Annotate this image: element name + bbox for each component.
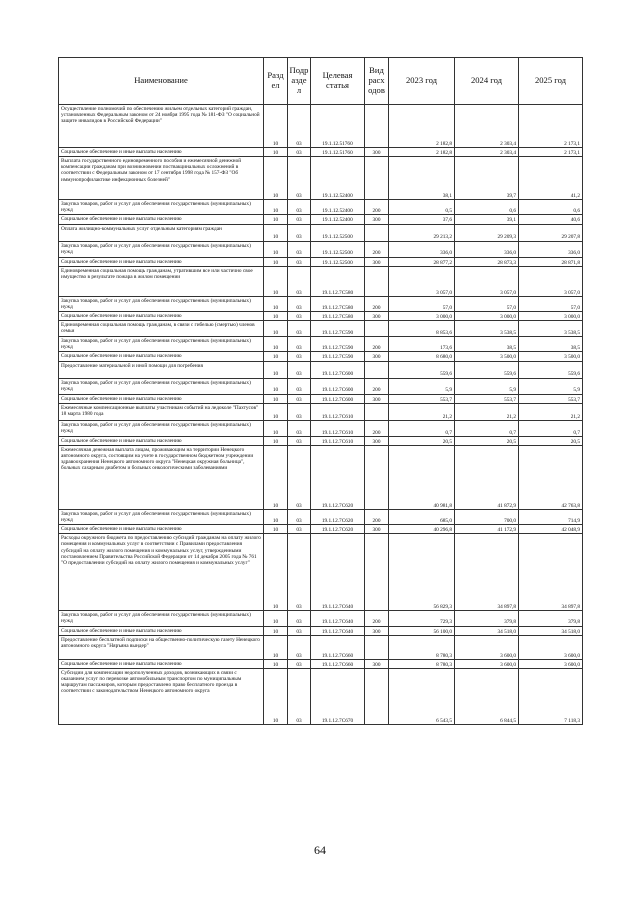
cell-2024: 28 873,3	[455, 257, 519, 266]
cell-section: 10	[264, 241, 288, 257]
cell-target: 19.1.12.7С640	[311, 611, 365, 626]
cell-section: 10	[264, 436, 288, 445]
cell-section: 10	[264, 321, 288, 337]
cell-2025: 0,7	[519, 420, 583, 436]
cell-target: 19.1.12.7С640	[311, 534, 365, 611]
cell-name: Закупка товаров, работ и услуг для обеспечения государственных (муниципальных) нужд	[59, 420, 264, 436]
cell-2025: 40,6	[519, 215, 583, 224]
cell-section: 10	[264, 509, 288, 524]
cell-expense-type	[365, 361, 389, 378]
cell-target: 19.1.12.7С580	[311, 296, 365, 311]
cell-name: Закупка товаров, работ и услуг для обеспечения государственных (муниципальных) нужд	[59, 509, 264, 524]
cell-subsection: 03	[288, 241, 311, 257]
cell-2024: 3 000,0	[455, 311, 519, 320]
cell-2024: 41 872,9	[455, 445, 519, 509]
cell-expense-type: 300	[365, 148, 389, 157]
cell-2023: 2 182,8	[389, 148, 455, 157]
cell-2024: 20,5	[455, 436, 519, 445]
cell-name: Единовременная социальная помощь гражданам, утратившим все или частично свое имущество в результате пожара в жилом помещении	[59, 266, 264, 296]
cell-2025: 3 500,0	[519, 352, 583, 361]
table-row	[59, 157, 583, 200]
cell-target: 19.1.12.7С620	[311, 445, 365, 509]
cell-2025: 3 538,5	[519, 321, 583, 337]
cell-name: Социальное обеспечение и иные выплаты населению	[59, 311, 264, 320]
cell-section: 10	[264, 352, 288, 361]
header-target: Целевая статья	[311, 58, 365, 105]
cell-subsection: 03	[288, 215, 311, 224]
cell-section: 10	[264, 105, 288, 148]
cell-target: 19.1.12.7С580	[311, 266, 365, 296]
table-row	[59, 311, 583, 320]
cell-2024: 41 172,9	[455, 525, 519, 534]
table-row	[59, 635, 583, 659]
cell-name: Социальное обеспечение и иные выплаты населению	[59, 525, 264, 534]
cell-target: 19.1.12.7С590	[311, 352, 365, 361]
cell-section: 10	[264, 311, 288, 320]
cell-expense-type: 300	[365, 215, 389, 224]
table-row	[59, 525, 583, 534]
table-body	[59, 105, 583, 725]
cell-2023: 0,5	[389, 200, 455, 215]
cell-2023: 20,5	[389, 436, 455, 445]
cell-target: 19.1.12.7С590	[311, 337, 365, 352]
cell-target: 19.1.12.52400	[311, 200, 365, 215]
cell-target: 19.1.12.52500	[311, 257, 365, 266]
cell-name: Осуществление полномочий по обеспечению жильем отдельных категорий граждан, установленных Федеральным законом от 24 ноября 1995 года № 181-ФЗ "О социальной защите инвалидов в Российской Федерации"	[59, 105, 264, 148]
cell-2025: 553,7	[519, 394, 583, 403]
header-2023: 2023 год	[389, 58, 455, 105]
cell-2023: 8 680,0	[389, 352, 455, 361]
cell-subsection: 03	[288, 445, 311, 509]
cell-subsection: 03	[288, 659, 311, 668]
table-row	[59, 361, 583, 378]
cell-target: 19.1.12.7С610	[311, 436, 365, 445]
cell-target: 19.1.12.52500	[311, 224, 365, 241]
cell-section: 10	[264, 445, 288, 509]
table-row	[59, 378, 583, 394]
cell-2024: 39,1	[455, 215, 519, 224]
table-row	[59, 224, 583, 241]
cell-2024: 2 303,4	[455, 105, 519, 148]
cell-2025: 3 057,0	[519, 266, 583, 296]
cell-name: Предоставление материальной и иной помощи для погребения	[59, 361, 264, 378]
cell-name: Расходы окружного бюджета по предоставлению субсидий гражданам на оплату жилого помещения и коммунальных услуг в соответствии с Правилами предоставления субсидий на оплату жилого помещения и коммунальных услуг, утвержденными постановлением Правительства Российской Федерации от 14 декабря 2005 года № 761 "О предоставлении субсидий на оплату жилого помещения и коммунальных услуг"	[59, 534, 264, 611]
cell-2025: 57,0	[519, 296, 583, 311]
cell-expense-type: 300	[365, 659, 389, 668]
cell-section: 10	[264, 337, 288, 352]
cell-subsection: 03	[288, 337, 311, 352]
table-row	[59, 241, 583, 257]
table-row	[59, 266, 583, 296]
cell-2024: 34 897,8	[455, 534, 519, 611]
cell-expense-type: 300	[365, 626, 389, 635]
header-name: Наименование	[59, 58, 264, 105]
cell-2023: 336,0	[389, 241, 455, 257]
cell-section: 10	[264, 296, 288, 311]
cell-2024: 3 500,0	[455, 352, 519, 361]
cell-section: 10	[264, 361, 288, 378]
cell-2024: 3 600,0	[455, 659, 519, 668]
cell-expense-type	[365, 224, 389, 241]
table-row	[59, 534, 583, 611]
cell-2023: 3 057,0	[389, 266, 455, 296]
cell-2025: 559,6	[519, 361, 583, 378]
cell-name: Предоставление бесплатной подписки на общественно-политическую газету Ненецкого автономного округа "Няръяна вындер"	[59, 635, 264, 659]
table-row	[59, 611, 583, 626]
cell-section: 10	[264, 394, 288, 403]
cell-expense-type	[365, 157, 389, 200]
cell-section: 10	[264, 611, 288, 626]
cell-2025: 3 600,0	[519, 635, 583, 659]
cell-target: 19.1.12.7С600	[311, 394, 365, 403]
header-2025: 2025 год	[519, 58, 583, 105]
cell-name: Социальное обеспечение и иные выплаты населению	[59, 659, 264, 668]
cell-name: Субсидии для компенсации недополученных доходов, возникающих в связи с оказанием услуг по перевозке автомобильным транспортом по муниципальным маршрутам пассажиров, которым предоставлено право бесплатного проезда в соответствии с законодательством Ненецкого автономного округа	[59, 668, 264, 724]
table-row	[59, 626, 583, 635]
cell-2023: 6 543,5	[389, 668, 455, 724]
cell-target: 19.1.12.7С660	[311, 635, 365, 659]
cell-2023: 56 100,0	[389, 626, 455, 635]
cell-name: Закупка товаров, работ и услуг для обеспечения государственных (муниципальных) нужд	[59, 378, 264, 394]
cell-target: 19.1.12.7С670	[311, 668, 365, 724]
table-row	[59, 668, 583, 724]
cell-2025: 42 763,8	[519, 445, 583, 509]
cell-target: 19.1.12.7С610	[311, 420, 365, 436]
cell-2025: 42 048,9	[519, 525, 583, 534]
cell-2025: 29 207,8	[519, 224, 583, 241]
cell-expense-type: 200	[365, 241, 389, 257]
cell-2024: 559,6	[455, 361, 519, 378]
cell-2023: 729,3	[389, 611, 455, 626]
cell-2023: 2 182,8	[389, 105, 455, 148]
cell-2025: 41,2	[519, 157, 583, 200]
cell-subsection: 03	[288, 394, 311, 403]
cell-expense-type: 300	[365, 436, 389, 445]
cell-name: Оплата жилищно-коммунальных услуг отдельным категориям граждан	[59, 224, 264, 241]
table-row	[59, 394, 583, 403]
cell-subsection: 03	[288, 403, 311, 420]
cell-expense-type: 200	[365, 611, 389, 626]
cell-subsection: 03	[288, 635, 311, 659]
cell-target: 19.1.12.52400	[311, 157, 365, 200]
cell-2024: 3 600,0	[455, 635, 519, 659]
cell-expense-type: 300	[365, 394, 389, 403]
cell-expense-type	[365, 403, 389, 420]
cell-expense-type: 200	[365, 420, 389, 436]
cell-expense-type: 200	[365, 378, 389, 394]
cell-section: 10	[264, 534, 288, 611]
cell-subsection: 03	[288, 611, 311, 626]
cell-section: 10	[264, 215, 288, 224]
cell-subsection: 03	[288, 436, 311, 445]
cell-2025: 28 871,8	[519, 257, 583, 266]
cell-section: 10	[264, 403, 288, 420]
cell-section: 10	[264, 378, 288, 394]
cell-2024: 21,2	[455, 403, 519, 420]
cell-target: 19.1.12.7С590	[311, 321, 365, 337]
cell-2024: 3 057,0	[455, 266, 519, 296]
cell-section: 10	[264, 148, 288, 157]
cell-name: Единовременная социальная помощь гражданам, в связи с гибелью (смертью) членов семьи	[59, 321, 264, 337]
cell-2024: 2 303,4	[455, 148, 519, 157]
cell-subsection: 03	[288, 420, 311, 436]
cell-name: Закупка товаров, работ и услуг для обеспечения государственных (муниципальных) нужд	[59, 296, 264, 311]
cell-name: Закупка товаров, работ и услуг для обеспечения государственных (муниципальных) нужд	[59, 200, 264, 215]
cell-expense-type: 300	[365, 257, 389, 266]
cell-2023: 56 829,3	[389, 534, 455, 611]
cell-2024: 3 538,5	[455, 321, 519, 337]
header-expense-type: Вид расх одов	[365, 58, 389, 105]
cell-name: Социальное обеспечение и иные выплаты населению	[59, 215, 264, 224]
cell-2025: 379,8	[519, 611, 583, 626]
header-row	[59, 58, 583, 105]
cell-expense-type	[365, 534, 389, 611]
cell-subsection: 03	[288, 352, 311, 361]
cell-target: 19.1.12.7С660	[311, 659, 365, 668]
cell-2024: 700,0	[455, 509, 519, 524]
cell-subsection: 03	[288, 148, 311, 157]
cell-2023: 173,6	[389, 337, 455, 352]
cell-2024: 38,5	[455, 337, 519, 352]
cell-target: 19.1.12.7С600	[311, 378, 365, 394]
table-row	[59, 420, 583, 436]
cell-2025: 3 600,0	[519, 659, 583, 668]
cell-target: 19.1.12.7С610	[311, 403, 365, 420]
cell-expense-type	[365, 668, 389, 724]
cell-name: Социальное обеспечение и иные выплаты населению	[59, 148, 264, 157]
cell-2024: 57,0	[455, 296, 519, 311]
cell-2023: 21,2	[389, 403, 455, 420]
cell-2025: 714,9	[519, 509, 583, 524]
cell-2023: 685,0	[389, 509, 455, 524]
cell-expense-type: 200	[365, 296, 389, 311]
cell-name: Социальное обеспечение и иные выплаты населению	[59, 257, 264, 266]
cell-target: 19.1.12.7С580	[311, 311, 365, 320]
cell-name: Социальное обеспечение и иные выплаты населению	[59, 352, 264, 361]
cell-subsection: 03	[288, 668, 311, 724]
cell-name: Закупка товаров, работ и услуг для обеспечения государственных (муниципальных) нужд	[59, 241, 264, 257]
cell-2025: 21,2	[519, 403, 583, 420]
header-section: Разд ел	[264, 58, 288, 105]
table-row	[59, 321, 583, 337]
cell-subsection: 03	[288, 626, 311, 635]
cell-expense-type: 300	[365, 525, 389, 534]
cell-2025: 2 173,1	[519, 105, 583, 148]
cell-expense-type	[365, 105, 389, 148]
budget-table	[58, 57, 583, 725]
cell-name: Закупка товаров, работ и услуг для обеспечения государственных (муниципальных) нужд	[59, 337, 264, 352]
cell-2025: 336,0	[519, 241, 583, 257]
cell-2024: 0,7	[455, 420, 519, 436]
cell-subsection: 03	[288, 525, 311, 534]
table-row	[59, 296, 583, 311]
cell-expense-type: 300	[365, 311, 389, 320]
cell-section: 10	[264, 257, 288, 266]
cell-2024: 336,0	[455, 241, 519, 257]
cell-2023: 3 000,0	[389, 311, 455, 320]
header-subsection: Подр азде л	[288, 58, 311, 105]
cell-2023: 553,7	[389, 394, 455, 403]
cell-2023: 8 853,6	[389, 321, 455, 337]
cell-expense-type	[365, 321, 389, 337]
cell-target: 19.1.12.52500	[311, 241, 365, 257]
table-row	[59, 337, 583, 352]
cell-subsection: 03	[288, 224, 311, 241]
cell-section: 10	[264, 200, 288, 215]
cell-2023: 0,7	[389, 420, 455, 436]
cell-subsection: 03	[288, 266, 311, 296]
cell-subsection: 03	[288, 361, 311, 378]
cell-subsection: 03	[288, 157, 311, 200]
cell-2025: 7 118,3	[519, 668, 583, 724]
cell-2024: 6 844,5	[455, 668, 519, 724]
table-row	[59, 403, 583, 420]
cell-section: 10	[264, 626, 288, 635]
table-row	[59, 659, 583, 668]
cell-2023: 40 296,8	[389, 525, 455, 534]
cell-expense-type: 300	[365, 352, 389, 361]
cell-2024: 34 518,0	[455, 626, 519, 635]
cell-2023: 29 213,2	[389, 224, 455, 241]
cell-name: Социальное обеспечение и иные выплаты населению	[59, 394, 264, 403]
cell-name: Ежемесячная денежная выплата лицам, проживающим на территории Ненецкого автономного округа, состоящим на учете в государственном бюджетном учреждении здравоохранения Ненецкого автономного округа "Ненецкая окружная больница", больных сахарным диабетом и больных онкологическими заболеваниями	[59, 445, 264, 509]
table-row	[59, 200, 583, 215]
cell-section: 10	[264, 668, 288, 724]
page-number: 64	[314, 843, 326, 857]
header-2024: 2024 год	[455, 58, 519, 105]
cell-target: 19.1.12.51760	[311, 105, 365, 148]
cell-name: Закупка товаров, работ и услуг для обеспечения государственных (муниципальных) нужд	[59, 611, 264, 626]
cell-name: Выплата государственного единовременного пособия и ежемесячной денежной компенсации гражданам при возникновении поствакцинальных осложнений в соответствии с Федеральным законом от 17 сентября 1998 года № 157-ФЗ "Об иммунопрофилактике инфекционных болезней"	[59, 157, 264, 200]
cell-2025: 38,5	[519, 337, 583, 352]
cell-2024: 39,7	[455, 157, 519, 200]
cell-target: 19.1.12.51760	[311, 148, 365, 157]
cell-expense-type	[365, 635, 389, 659]
cell-target: 19.1.12.7С640	[311, 626, 365, 635]
cell-subsection: 03	[288, 534, 311, 611]
cell-expense-type: 200	[365, 509, 389, 524]
cell-2023: 8 780,3	[389, 635, 455, 659]
cell-section: 10	[264, 157, 288, 200]
table-row	[59, 105, 583, 148]
cell-expense-type	[365, 266, 389, 296]
cell-expense-type: 200	[365, 200, 389, 215]
cell-2025: 34 897,8	[519, 534, 583, 611]
cell-target: 19.1.12.7С620	[311, 509, 365, 524]
cell-2024: 379,8	[455, 611, 519, 626]
cell-expense-type: 200	[365, 337, 389, 352]
cell-name: Ежемесячные компенсационные выплаты участникам событий на ледоколе "Пахтусов" 18 марта 1980 года	[59, 403, 264, 420]
cell-subsection: 03	[288, 321, 311, 337]
cell-2023: 37,6	[389, 215, 455, 224]
cell-2023: 57,0	[389, 296, 455, 311]
cell-section: 10	[264, 659, 288, 668]
cell-subsection: 03	[288, 200, 311, 215]
cell-expense-type	[365, 445, 389, 509]
cell-2023: 38,1	[389, 157, 455, 200]
cell-section: 10	[264, 635, 288, 659]
cell-2023: 559,6	[389, 361, 455, 378]
table-row	[59, 436, 583, 445]
cell-section: 10	[264, 266, 288, 296]
table-row	[59, 509, 583, 524]
cell-2024: 553,7	[455, 394, 519, 403]
cell-2025: 2 173,1	[519, 148, 583, 157]
cell-2023: 5,9	[389, 378, 455, 394]
cell-subsection: 03	[288, 311, 311, 320]
cell-target: 19.1.12.7С600	[311, 361, 365, 378]
cell-subsection: 03	[288, 296, 311, 311]
table-row	[59, 257, 583, 266]
cell-section: 10	[264, 224, 288, 241]
cell-section: 10	[264, 420, 288, 436]
cell-2025: 5,9	[519, 378, 583, 394]
cell-subsection: 03	[288, 257, 311, 266]
cell-2023: 40 981,8	[389, 445, 455, 509]
cell-section: 10	[264, 525, 288, 534]
cell-2025: 0,6	[519, 200, 583, 215]
cell-2025: 20,5	[519, 436, 583, 445]
cell-2023: 28 877,2	[389, 257, 455, 266]
table-row	[59, 215, 583, 224]
cell-name: Социальное обеспечение и иные выплаты населению	[59, 626, 264, 635]
cell-2024: 29 209,3	[455, 224, 519, 241]
cell-subsection: 03	[288, 509, 311, 524]
cell-2024: 5,9	[455, 378, 519, 394]
cell-2024: 0,6	[455, 200, 519, 215]
cell-target: 19.1.12.7С620	[311, 525, 365, 534]
table-row	[59, 352, 583, 361]
cell-2025: 34 518,0	[519, 626, 583, 635]
table-row	[59, 148, 583, 157]
cell-target: 19.1.12.52400	[311, 215, 365, 224]
cell-subsection: 03	[288, 378, 311, 394]
cell-2025: 3 000,0	[519, 311, 583, 320]
cell-name: Социальное обеспечение и иные выплаты населению	[59, 436, 264, 445]
cell-subsection: 03	[288, 105, 311, 148]
cell-2023: 8 780,3	[389, 659, 455, 668]
table-row	[59, 445, 583, 509]
